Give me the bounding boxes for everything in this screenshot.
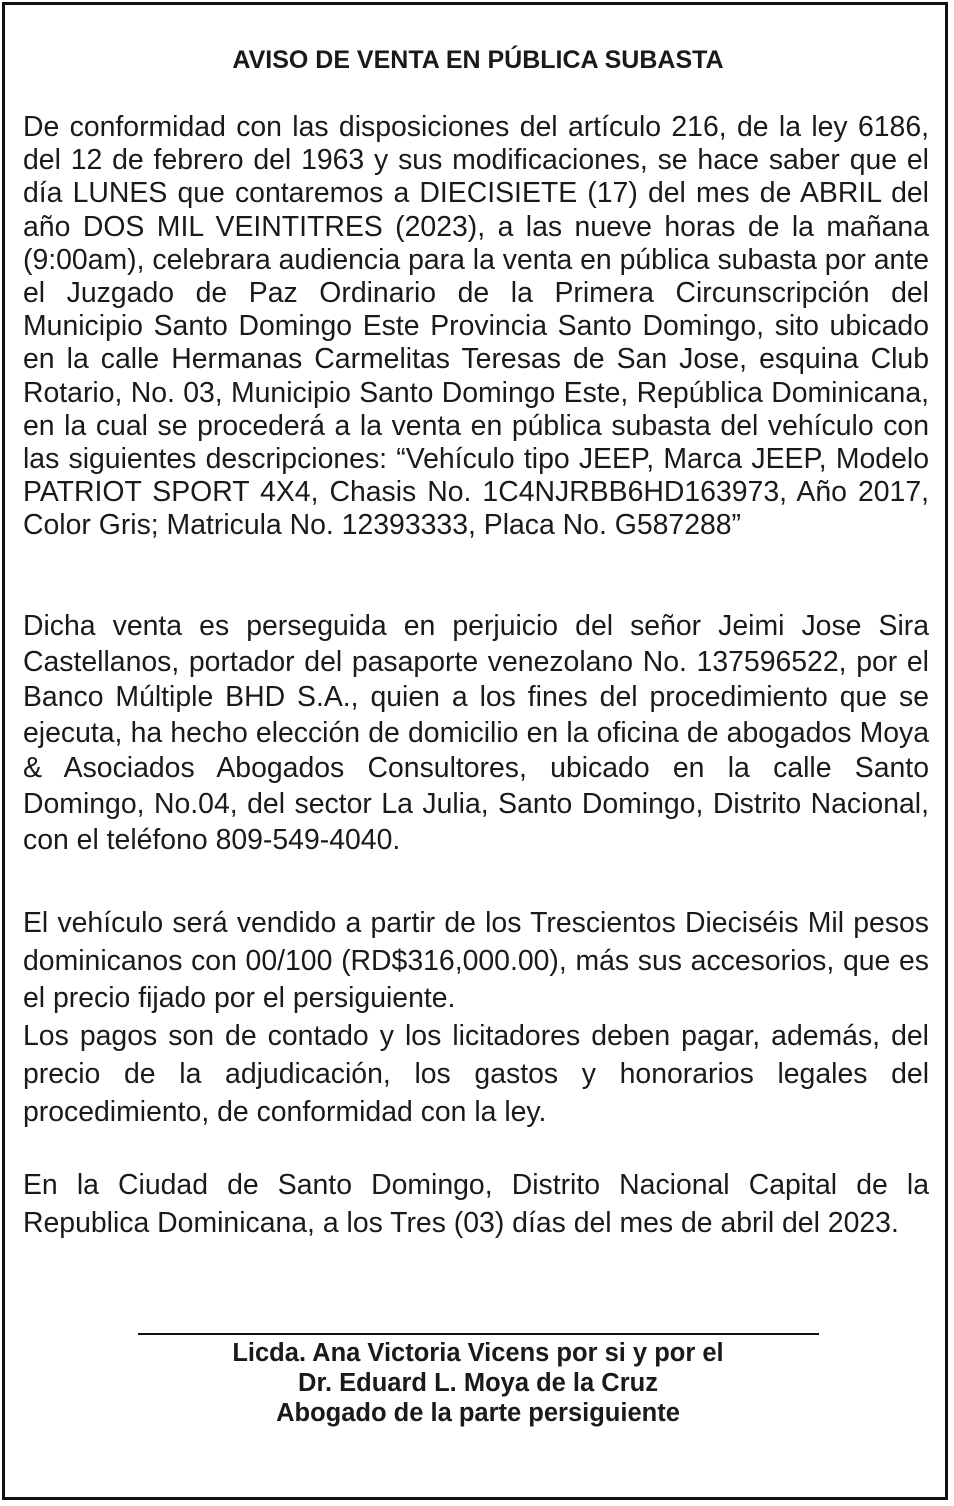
signature-name-2: Dr. Eduard L. Moya de la Cruz bbox=[298, 1369, 658, 1397]
signature-name-1: Licda. Ana Victoria Vicens por si y por el bbox=[232, 1339, 724, 1367]
signature-role: Abogado de la parte persiguiente bbox=[276, 1399, 680, 1427]
notice-frame bbox=[2, 2, 948, 1500]
notice-paragraph-payment: Los pagos son de contado y los licitadores deben pagar, además, del precio de la adjudicación, los gastos y honorarios legales del procedimiento, de conformidad con la ley. bbox=[23, 1020, 929, 1128]
notice-title: AVISO DE VENTA EN PÚBLICA SUBASTA bbox=[232, 46, 724, 74]
notice-paragraph-price: El vehículo será vendido a partir de los Trescientos Dieciséis Mil pesos dominicanos con 00/100 (RD$316,000.00), más sus accesorios, que es el precio fijado por el persiguiente. bbox=[23, 907, 929, 1014]
notice-paragraph-date-place: En la Ciudad de Santo Domingo, Distrito Nacional Capital de la Republica Dominicana, a los Tres (03) días del mes de abril del 2023. bbox=[23, 1169, 929, 1239]
notice-paragraph-debtor: Dicha venta es perseguida en perjuicio del señor Jeimi Jose Sira Castellanos, portador del pasaporte venezolano No. 137596522, por el Banco Múltiple BHD S.A., quien a los fines del procedimiento que se ejecuta, ha hecho elección de domicilio en la oficina de abogados Moya & Asociados Abogados Consultores, ubicado en la calle Santo Domingo, No.04, del sector La Julia, Santo Domingo, Distrito Nacional, con el teléfono 809-549-4040. bbox=[23, 610, 929, 856]
notice-paragraph-auction: De conformidad con las disposiciones del artículo 216, de la ley 6186, del 12 de febrero del 1963 y sus modificaciones, se hace saber que el día LUNES que contaremos a DIECISIETE (17) del mes de ABRIL del año DOS MIL VEINTITRES (2023), a las nueve horas de la mañana (9:00am), celebrara audiencia para la venta en pública subasta por ante el Juzgado de Paz Ordinario de la Primera Circunscripción del Municipio Santo Domingo Este Provincia Santo Domingo, sito ubicado en la calle Hermanas Carmelitas Teresas de San Jose, esquina Club Rotario, No. 03, Municipio Santo Domingo Este, República Dominicana, en la cual se procederá a la venta en pública subasta del vehículo con las siguientes descripciones: “Vehículo tipo JEEP, Marca JEEP, Modelo PATRIOT SPORT 4X4, Chasis No. 1C4NJRBB6HD163973, Año 2017, Color Gris; Matricula No. 12393333, Placa No. G587288” bbox=[23, 111, 929, 542]
signature-line bbox=[138, 1333, 819, 1335]
